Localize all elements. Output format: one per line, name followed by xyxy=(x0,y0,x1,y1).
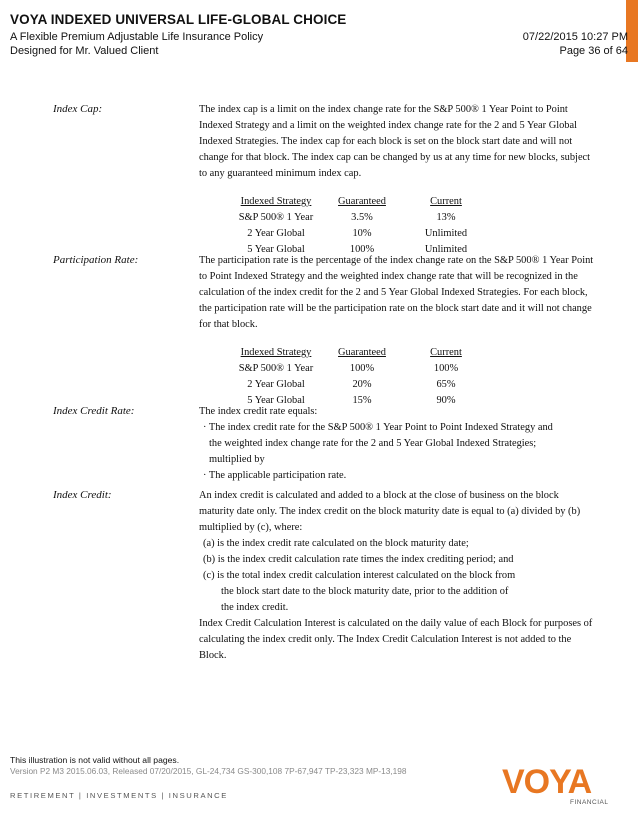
index-credit-label: Index Credit: xyxy=(53,489,112,501)
index-credit-item: the index credit. xyxy=(221,602,289,613)
cell-guaranteed: 3.5% xyxy=(351,212,373,223)
index-credit-rate-intro: The index credit rate equals: xyxy=(199,406,318,417)
index-credit-rate-line: the weighted index change rate for the 2 and 5 Year Global Indexed Strategies; xyxy=(209,438,537,449)
page-number: Page 36 of 64 xyxy=(559,45,628,57)
table-header-row xyxy=(226,194,494,210)
cell-strategy: 2 Year Global xyxy=(247,228,305,239)
cell-guaranteed: 100% xyxy=(349,363,375,374)
participation-rate-section xyxy=(199,253,595,409)
designed-for: Designed for Mr. Valued Client xyxy=(10,45,159,57)
table-row xyxy=(226,210,494,226)
index-credit-item: (a) is the index credit rate calculated on the block maturity date; xyxy=(203,538,469,549)
cell-current: Unlimited xyxy=(424,244,468,255)
index-credit-rate-line: · The index credit rate for the S&P 500® 1 Year Point to Point Indexed Strategy and xyxy=(203,422,553,433)
cell-strategy: S&P 500® 1 Year xyxy=(238,363,314,374)
cell-guaranteed: 20% xyxy=(352,379,372,390)
cell-guaranteed: 100% xyxy=(349,244,375,255)
cell-current: 13% xyxy=(436,212,456,223)
cell-current: 90% xyxy=(436,395,456,406)
index-credit-item: the block start date to the block maturity date, prior to the addition of xyxy=(221,586,509,597)
cell-current: 100% xyxy=(433,363,459,374)
document-subtitle: A Flexible Premium Adjustable Life Insurance Policy xyxy=(10,31,264,43)
index-credit-rate-label: Index Credit Rate: xyxy=(53,405,135,417)
print-datetime: 07/22/2015 10:27 PM xyxy=(522,31,628,43)
participation-rate-label: Participation Rate: xyxy=(53,254,139,266)
index-credit-text: An index credit is calculated and added to a block at the close of business on the block maturity date only. The index credit on the block maturity date is equal to (a) divided by (b) multiplied by (c), where: xyxy=(199,490,581,533)
cell-strategy: 2 Year Global xyxy=(247,379,305,390)
participation-rate-table xyxy=(226,345,494,409)
logo-wordmark: VOYA xyxy=(502,763,592,801)
index-credit-rate-line: · The applicable participation rate. xyxy=(203,470,347,481)
index-cap-text: The index cap is a limit on the index change rate for the S&P 500® 1 Year Point to Point Indexed Strategy and a limit on the weighted index change rate for the 2 and 5 Year Global Indexed Strategies. The index cap for each block is set on the block start date and will not change for that block. The index cap can be changed by us at any time for new blocks, subject to any guaranteed minimum index cap. xyxy=(199,104,591,179)
index-cap-label: Index Cap: xyxy=(53,103,103,115)
footer-tagline: RETIREMENT | INVESTMENTS | INSURANCE xyxy=(10,791,228,800)
cell-current: Unlimited xyxy=(424,228,468,239)
col-header-strategy: Indexed Strategy xyxy=(240,196,312,207)
footer-notice: This illustration is not valid without all pages. xyxy=(10,755,180,765)
cell-strategy: S&P 500® 1 Year xyxy=(238,212,314,223)
index-credit-section xyxy=(199,488,595,664)
index-credit-closing: Index Credit Calculation Interest is calculated on the daily value of each Block for purposes of calculating the index credit only. The Index Credit Calculation Interest is not added to the Block. xyxy=(199,618,593,661)
document-title: VOYA INDEXED UNIVERSAL LIFE-GLOBAL CHOICE xyxy=(10,12,347,27)
table-row xyxy=(226,377,494,393)
table-row xyxy=(226,361,494,377)
index-credit-rate-section xyxy=(199,404,595,484)
index-credit-rate-line: multiplied by xyxy=(209,454,265,465)
index-cap-section xyxy=(199,102,595,258)
footer-version: Version P2 M3 2015.06.03, Released 07/20/2015, GL-24,734 GS-300,108 7P-67,947 TP-23,323 MP-13,198 xyxy=(10,766,407,776)
cell-guaranteed: 15% xyxy=(352,395,372,406)
cell-strategy: 5 Year Global xyxy=(247,244,305,255)
voya-logo xyxy=(502,763,591,802)
col-header-strategy: Indexed Strategy xyxy=(240,347,312,358)
table-row xyxy=(226,226,494,242)
col-header-guaranteed: Guaranteed xyxy=(338,347,386,358)
col-header-current: Current xyxy=(430,196,462,207)
col-header-guaranteed: Guaranteed xyxy=(338,196,386,207)
index-cap-table xyxy=(226,194,494,258)
participation-rate-text: The participation rate is the percentage of the index change rate on the S&P 500® 1 Year Point to Point Indexed Strategy and the weighted index change rate that will be recognized in the calculation of the index credit for the 2 and 5 Year Global Indexed Strategies. For each block, the participation rate will be the participation rate on the block start date and it will not change for that block. xyxy=(199,255,594,330)
cell-strategy: 5 Year Global xyxy=(247,395,305,406)
index-credit-item: (b) is the index credit calculation rate times the index crediting period; and xyxy=(203,554,514,565)
index-credit-item: (c) is the total index credit calculation interest calculated on the block from xyxy=(203,570,516,581)
table-header-row xyxy=(226,345,494,361)
cell-current: 65% xyxy=(436,379,456,390)
col-header-current: Current xyxy=(430,347,462,358)
logo-subtext: FINANCIAL xyxy=(570,799,609,806)
cell-guaranteed: 10% xyxy=(352,228,372,239)
